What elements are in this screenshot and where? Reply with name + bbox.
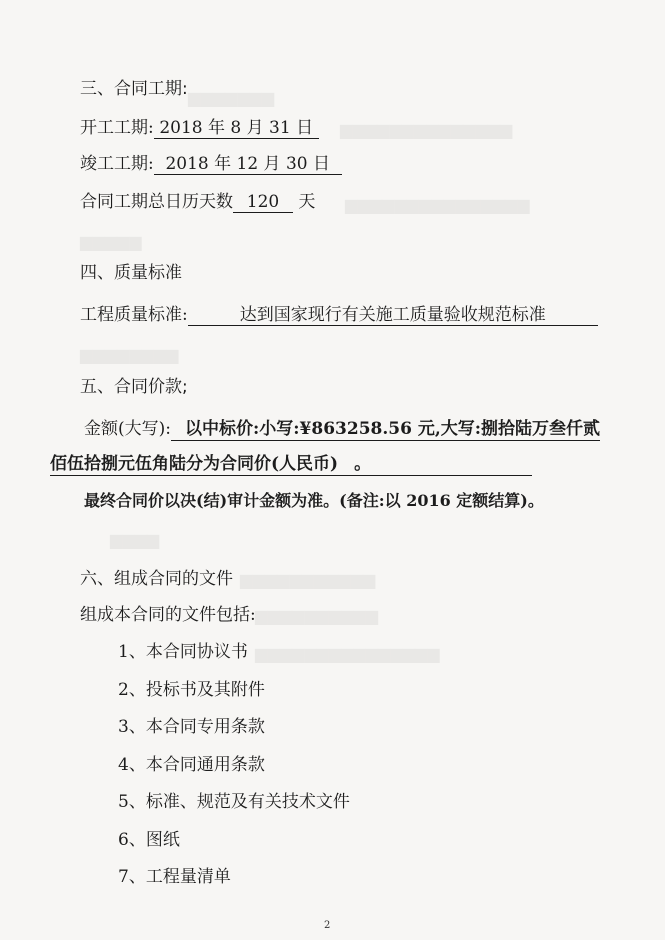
total-days-value: 120 xyxy=(233,192,293,213)
bleed-through-text: ▆▆▆▆▆▆▆▆▆▆▆ xyxy=(240,570,376,589)
document-list-item: 7、工程量清单 xyxy=(118,867,231,887)
start-date-label: 开工工期: xyxy=(80,118,154,138)
contract-amount-line-2-underline xyxy=(50,453,532,476)
contract-amount-line-2: 佰伍拾捌元伍角陆分为合同价(人民币) xyxy=(50,454,339,474)
document-list-item: 4、本合同通用条款 xyxy=(118,755,265,775)
contract-amount-label: 金额(大写): xyxy=(84,419,171,439)
contract-amount-line-2-tail: 。 xyxy=(354,454,372,474)
document-list-item: 1、本合同协议书 xyxy=(118,642,248,662)
page-number: 2 xyxy=(324,920,331,931)
section-heading-documents: 六、组成合同的文件 xyxy=(80,569,233,589)
quality-standard-row xyxy=(80,304,598,326)
start-date-row xyxy=(80,117,319,139)
documents-intro: 组成本合同的文件包括: xyxy=(80,605,256,625)
total-days-unit: 天 xyxy=(298,192,316,212)
completion-date-value: 2018 年 12 月 30 日 xyxy=(154,154,342,175)
section-heading-duration: 三、合同工期: xyxy=(80,79,188,99)
contract-amount-continuation-row xyxy=(50,453,532,476)
section-heading-price: 五、合同价款; xyxy=(80,377,188,397)
document-list-item: 6、图纸 xyxy=(118,830,180,850)
contract-amount-row xyxy=(84,418,600,441)
completion-date-row xyxy=(80,153,342,175)
section-heading-quality: 四、质量标准 xyxy=(80,263,182,283)
bleed-through-text: ▆▆▆▆▆▆▆▆ xyxy=(80,345,179,364)
bleed-through-text: ▆▆▆▆▆▆▆▆▆▆▆▆▆▆▆ xyxy=(345,195,530,214)
document-list-item: 2、投标书及其附件 xyxy=(118,680,265,700)
bleed-through-text: ▆▆▆▆ xyxy=(110,530,160,549)
document-list-item: 3、本合同专用条款 xyxy=(118,717,265,737)
contract-amount-line-1: 以中标价:小写:¥863258.56 元,大写:捌拾陆万叁仟贰 xyxy=(171,418,600,441)
bleed-through-text: ▆▆▆▆▆ xyxy=(80,232,142,251)
total-days-row xyxy=(80,191,315,213)
total-days-label: 合同工期总日历天数 xyxy=(80,192,233,212)
start-date-value: 2018 年 8 月 31 日 xyxy=(154,118,319,139)
bleed-through-text: ▆▆▆▆▆▆▆▆▆▆ xyxy=(255,606,379,625)
bleed-through-text: ▆▆▆▆▆▆▆▆▆▆▆▆▆▆ xyxy=(340,120,513,139)
bleed-through-text: ▆▆▆▆▆▆▆ xyxy=(188,88,275,107)
quality-standard-value: 达到国家现行有关施工质量验收规范标准 xyxy=(188,305,598,326)
final-price-note: 最终合同价以决(结)审计金额为准。(备注:以 2016 定额结算)。 xyxy=(84,491,544,510)
document-list-item: 5、标准、规范及有关技术文件 xyxy=(118,792,350,812)
quality-standard-label: 工程质量标准: xyxy=(80,305,188,325)
completion-date-label: 竣工工期: xyxy=(80,154,154,174)
bleed-through-text: ▆▆▆▆▆▆▆▆▆▆▆▆▆▆▆ xyxy=(255,644,440,663)
